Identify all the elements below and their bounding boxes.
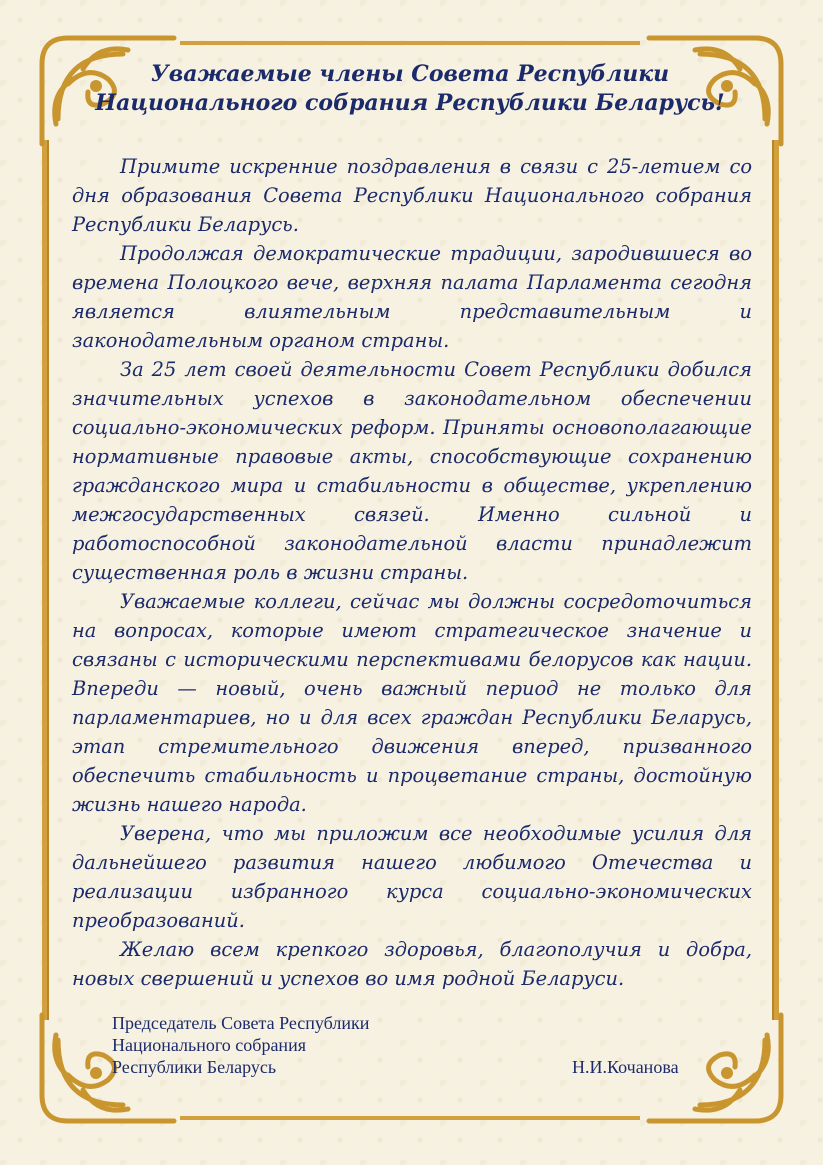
paragraph: Уважаемые коллеги, сейчас мы должны сосредоточиться на вопросах, которые имеют стратегическое значение и связаны с историческими перспективами белорусов как нации. Впереди — новый, очень важный период не только для парламентариев, но и для всех граждан Республики Беларусь, этап стремительного движения вперед, призванного обеспечить стабильность и процветание страны, достойную жизнь нашего народа.: [72, 590, 752, 816]
paragraph: Продолжая демократические традиции, зародившиеся во времена Полоцкого вече, верхняя палата Парламента сегодня является влиятельным представительным и законодательным органом страны.: [72, 242, 752, 352]
paragraph: За 25 лет своей деятельности Совет Республики добился значительных успехов в законодательном обеспечении социально-экономических реформ. Приняты основополагающие нормативные правовые акты, способствующие сохранению гражданского мира и стабильности в обществе, укреплению межгосударственных связей. Именно сильной и работоспособной законодательной власти принадлежит существенная роль в жизни страны.: [72, 358, 752, 584]
signature-title-line-1: Председатель Совета Республики: [112, 1013, 370, 1033]
paragraph: Примите искренние поздравления в связи с 25-летием со дня образования Совета Республики Национального собрания Республики Беларусь.: [72, 155, 752, 236]
letter-body: [72, 152, 752, 993]
signature-block: [112, 1012, 712, 1078]
paragraph: Желаю всем крепкого здоровья, благополучия и добра, новых свершений и успехов во имя родной Беларуси.: [72, 938, 752, 990]
heading-line-2: Национального собрания Республики Беларусь!: [95, 90, 725, 116]
frame-top-border: [180, 41, 640, 45]
frame-bottom-border: [180, 1116, 640, 1120]
frame-right-border: [772, 140, 779, 1020]
letter-heading: [90, 60, 730, 118]
heading-line-1: Уважаемые члены Совета Республики: [150, 61, 670, 87]
frame-left-border: [42, 140, 49, 1020]
signature-title-line-2: Национального собрания: [112, 1035, 306, 1055]
signature-title-line-3: Республики Беларусь: [112, 1057, 277, 1077]
signatory-name: Н.И.Кочанова: [572, 1057, 679, 1077]
paragraph: Уверена, что мы приложим все необходимые усилия для дальнейшего развития нашего любимого Отечества и реализации избранного курса социально-экономических преобразований.: [72, 822, 752, 932]
